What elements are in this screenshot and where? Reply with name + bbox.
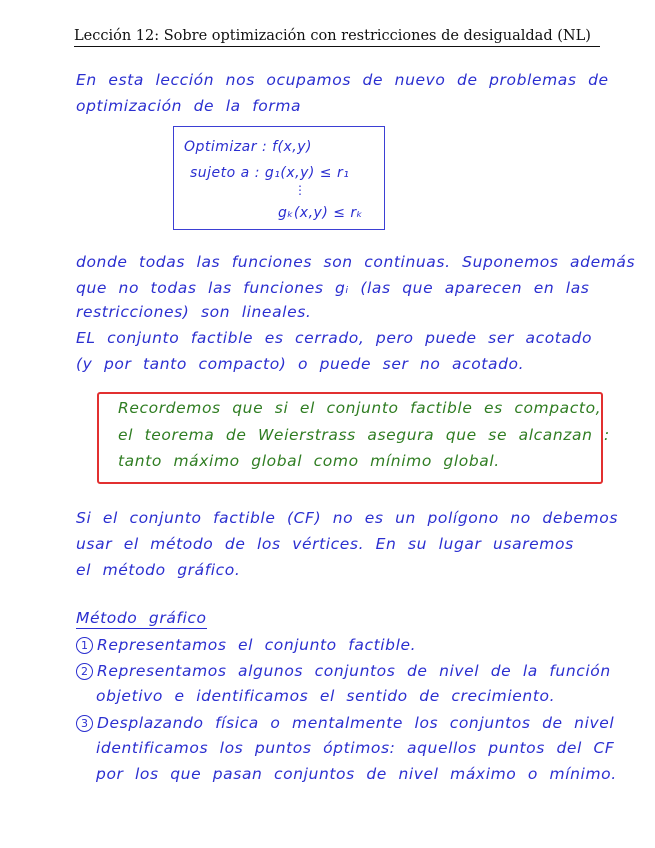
assumption-line-4: EL conjunto factible es cerrado, pero puede ser acotado bbox=[76, 329, 593, 347]
constraint-first: sujeto a : g₁(x,y) ≤ r₁ bbox=[190, 165, 350, 181]
step-1-number: 1 bbox=[76, 637, 93, 654]
method-title bbox=[76, 611, 207, 627]
note-line-3: tanto máximo global como mínimo global. bbox=[118, 452, 500, 470]
method-step-2 bbox=[76, 663, 611, 680]
assumption-line-5: (y por tanto compacto) o puede ser no acotado. bbox=[76, 355, 525, 373]
cf-line-2: usar el método de los vértices. En su lugar usaremos bbox=[76, 535, 574, 553]
step-3-text-2: identificamos los puntos óptimos: aquellos puntos del CF bbox=[96, 739, 615, 757]
step-3-number: 3 bbox=[76, 715, 93, 732]
problem-box bbox=[173, 126, 385, 230]
intro-line-2: optimización de la forma bbox=[76, 97, 302, 115]
objective-line: Optimizar : f(x,y) bbox=[184, 139, 312, 155]
method-step-1 bbox=[76, 637, 416, 654]
intro-line-1: En esta lección nos ocupamos de nuevo de problemas de bbox=[76, 71, 609, 89]
constraint-last: gₖ(x,y) ≤ rₖ bbox=[278, 205, 364, 221]
note-line-1: Recordemos que si el conjunto factible es compacto, bbox=[118, 399, 602, 417]
constraint-dots: ⋮ bbox=[294, 183, 307, 197]
note-line-2: el teorema de Weierstrass asegura que se alcanzan : bbox=[118, 426, 610, 444]
lecture-title: Lección 12: Sobre optimización con restricciones de desigualdad (NL) bbox=[74, 28, 600, 47]
step-2-text-2: objetivo e identificamos el sentido de crecimiento. bbox=[96, 687, 556, 705]
step-2-text-1: Representamos algunos conjuntos de nivel de la función bbox=[97, 662, 611, 680]
step-3-text-1: Desplazando física o mentalmente los conjuntos de nivel bbox=[97, 714, 615, 732]
step-2-number: 2 bbox=[76, 663, 93, 680]
step-3-text-3: por los que pasan conjuntos de nivel máximo o mínimo. bbox=[96, 765, 617, 783]
assumption-line-2: que no todas las funciones gᵢ (las que aparecen en las bbox=[76, 279, 590, 297]
assumption-line-1: donde todas las funciones son continuas. Suponemos además bbox=[76, 253, 636, 271]
step-1-text: Representamos el conjunto factible. bbox=[97, 636, 417, 654]
assumption-line-3: restricciones) son lineales. bbox=[76, 303, 312, 321]
cf-line-3: el método gráfico. bbox=[76, 561, 241, 579]
method-title-text: Método gráfico bbox=[76, 609, 207, 627]
method-step-3 bbox=[76, 715, 614, 732]
cf-line-1: Si el conjunto factible (CF) no es un polígono no debemos bbox=[76, 509, 619, 527]
